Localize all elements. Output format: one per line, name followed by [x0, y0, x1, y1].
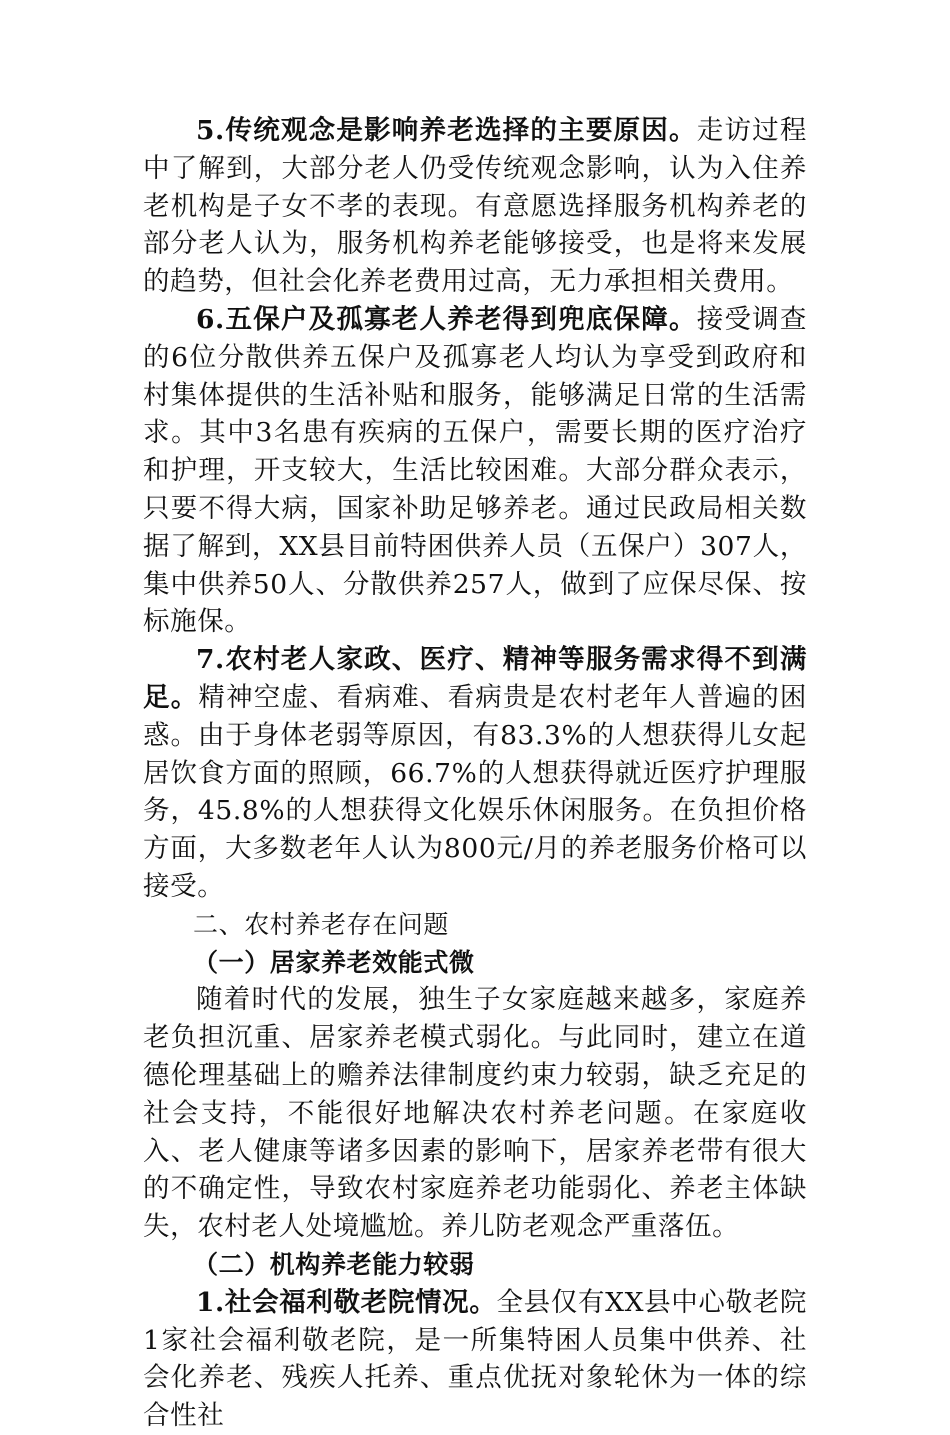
- paragraph-text: 精神空虚、看病难、看病贵是农村老年人普遍的困惑。由于身体老弱等原因，有83.3%的人想获得儿女起居饮食方面的照顾，66.7%的人想获得就近医疗护理服务，45.8%的人想获得文化娱乐休闲服务。在负担价格方面，大多数老年人认为800元/月的养老服务价格可以接受。: [143, 681, 808, 902]
- paragraph-lead: 5.传统观念是影响养老选择的主要原因。: [196, 115, 697, 146]
- paragraph-text: 接受调查的6位分散供养五保户及孤寡老人均认为享受到政府和村集体提供的生活补贴和服务，能够满足日常的生活需求。其中3名患有疾病的五保户，需要长期的医疗治疗和护理，开支较大，生活比较困难。大部分群众表示，只要不得大病，国家补助足够养老。通过民政局相关数据了解到，XX县目前特困供养人员（五保户）307人，集中供养50人、分散供养257人，做到了应保尽保、按标施保。: [143, 303, 807, 638]
- paragraph-lead: 1.社会福利敬老院情况。: [196, 1286, 497, 1318]
- paragraph-lead: 6.五保户及孤寡老人养老得到兜底保障。: [196, 303, 697, 335]
- subsection-1-title: （一）居家养老效能式微: [193, 947, 475, 977]
- paragraph-lead: 7.农村老人家政、医疗、精神等服务需求得不到满足。: [143, 644, 807, 713]
- subsection-2-paragraph: [143, 1284, 807, 1435]
- paragraph-item-7: [143, 641, 807, 906]
- paragraph-item-5: [143, 112, 807, 301]
- subsection-1-text: 随着时代的发展，独生子女家庭越来越多，家庭养老负担沉重、居家养老模式弱化。与此同时，建立在道德伦理基础上的赡养法律制度约束力较弱，缺乏充足的社会支持，不能很好地解决农村养老问题。在家庭收入、老人健康等诸多因素的影响下，居家养老带有很大的不确定性，导致农村家庭养老功能弱化、养老主体缺失，农村老人处境尴尬。养儿防老观念严重落伍。: [143, 984, 807, 1243]
- subsection-2-title: （二）机构养老能力较弱: [193, 1249, 475, 1279]
- document-page: [143, 112, 807, 1435]
- paragraph-item-6: [143, 301, 807, 641]
- section-heading: 二、农村养老存在问题: [193, 909, 450, 939]
- paragraph-text: 走访过程中了解到，大部分老人仍受传统观念影响，认为入住养老机构是子女不孝的表现。有意愿选择服务机构养老的部分老人认为，服务机构养老能够接受，也是将来发展的趋势，但社会化养老费用过高，无力承担相关费用。: [143, 115, 807, 298]
- paragraph-text: 全县仅有XX县中心敬老院1家社会福利敬老院，是一所集特困人员集中供养、社会化养老、残疾人托养、重点优抚对象轮休为一体的综合性社: [143, 1286, 807, 1432]
